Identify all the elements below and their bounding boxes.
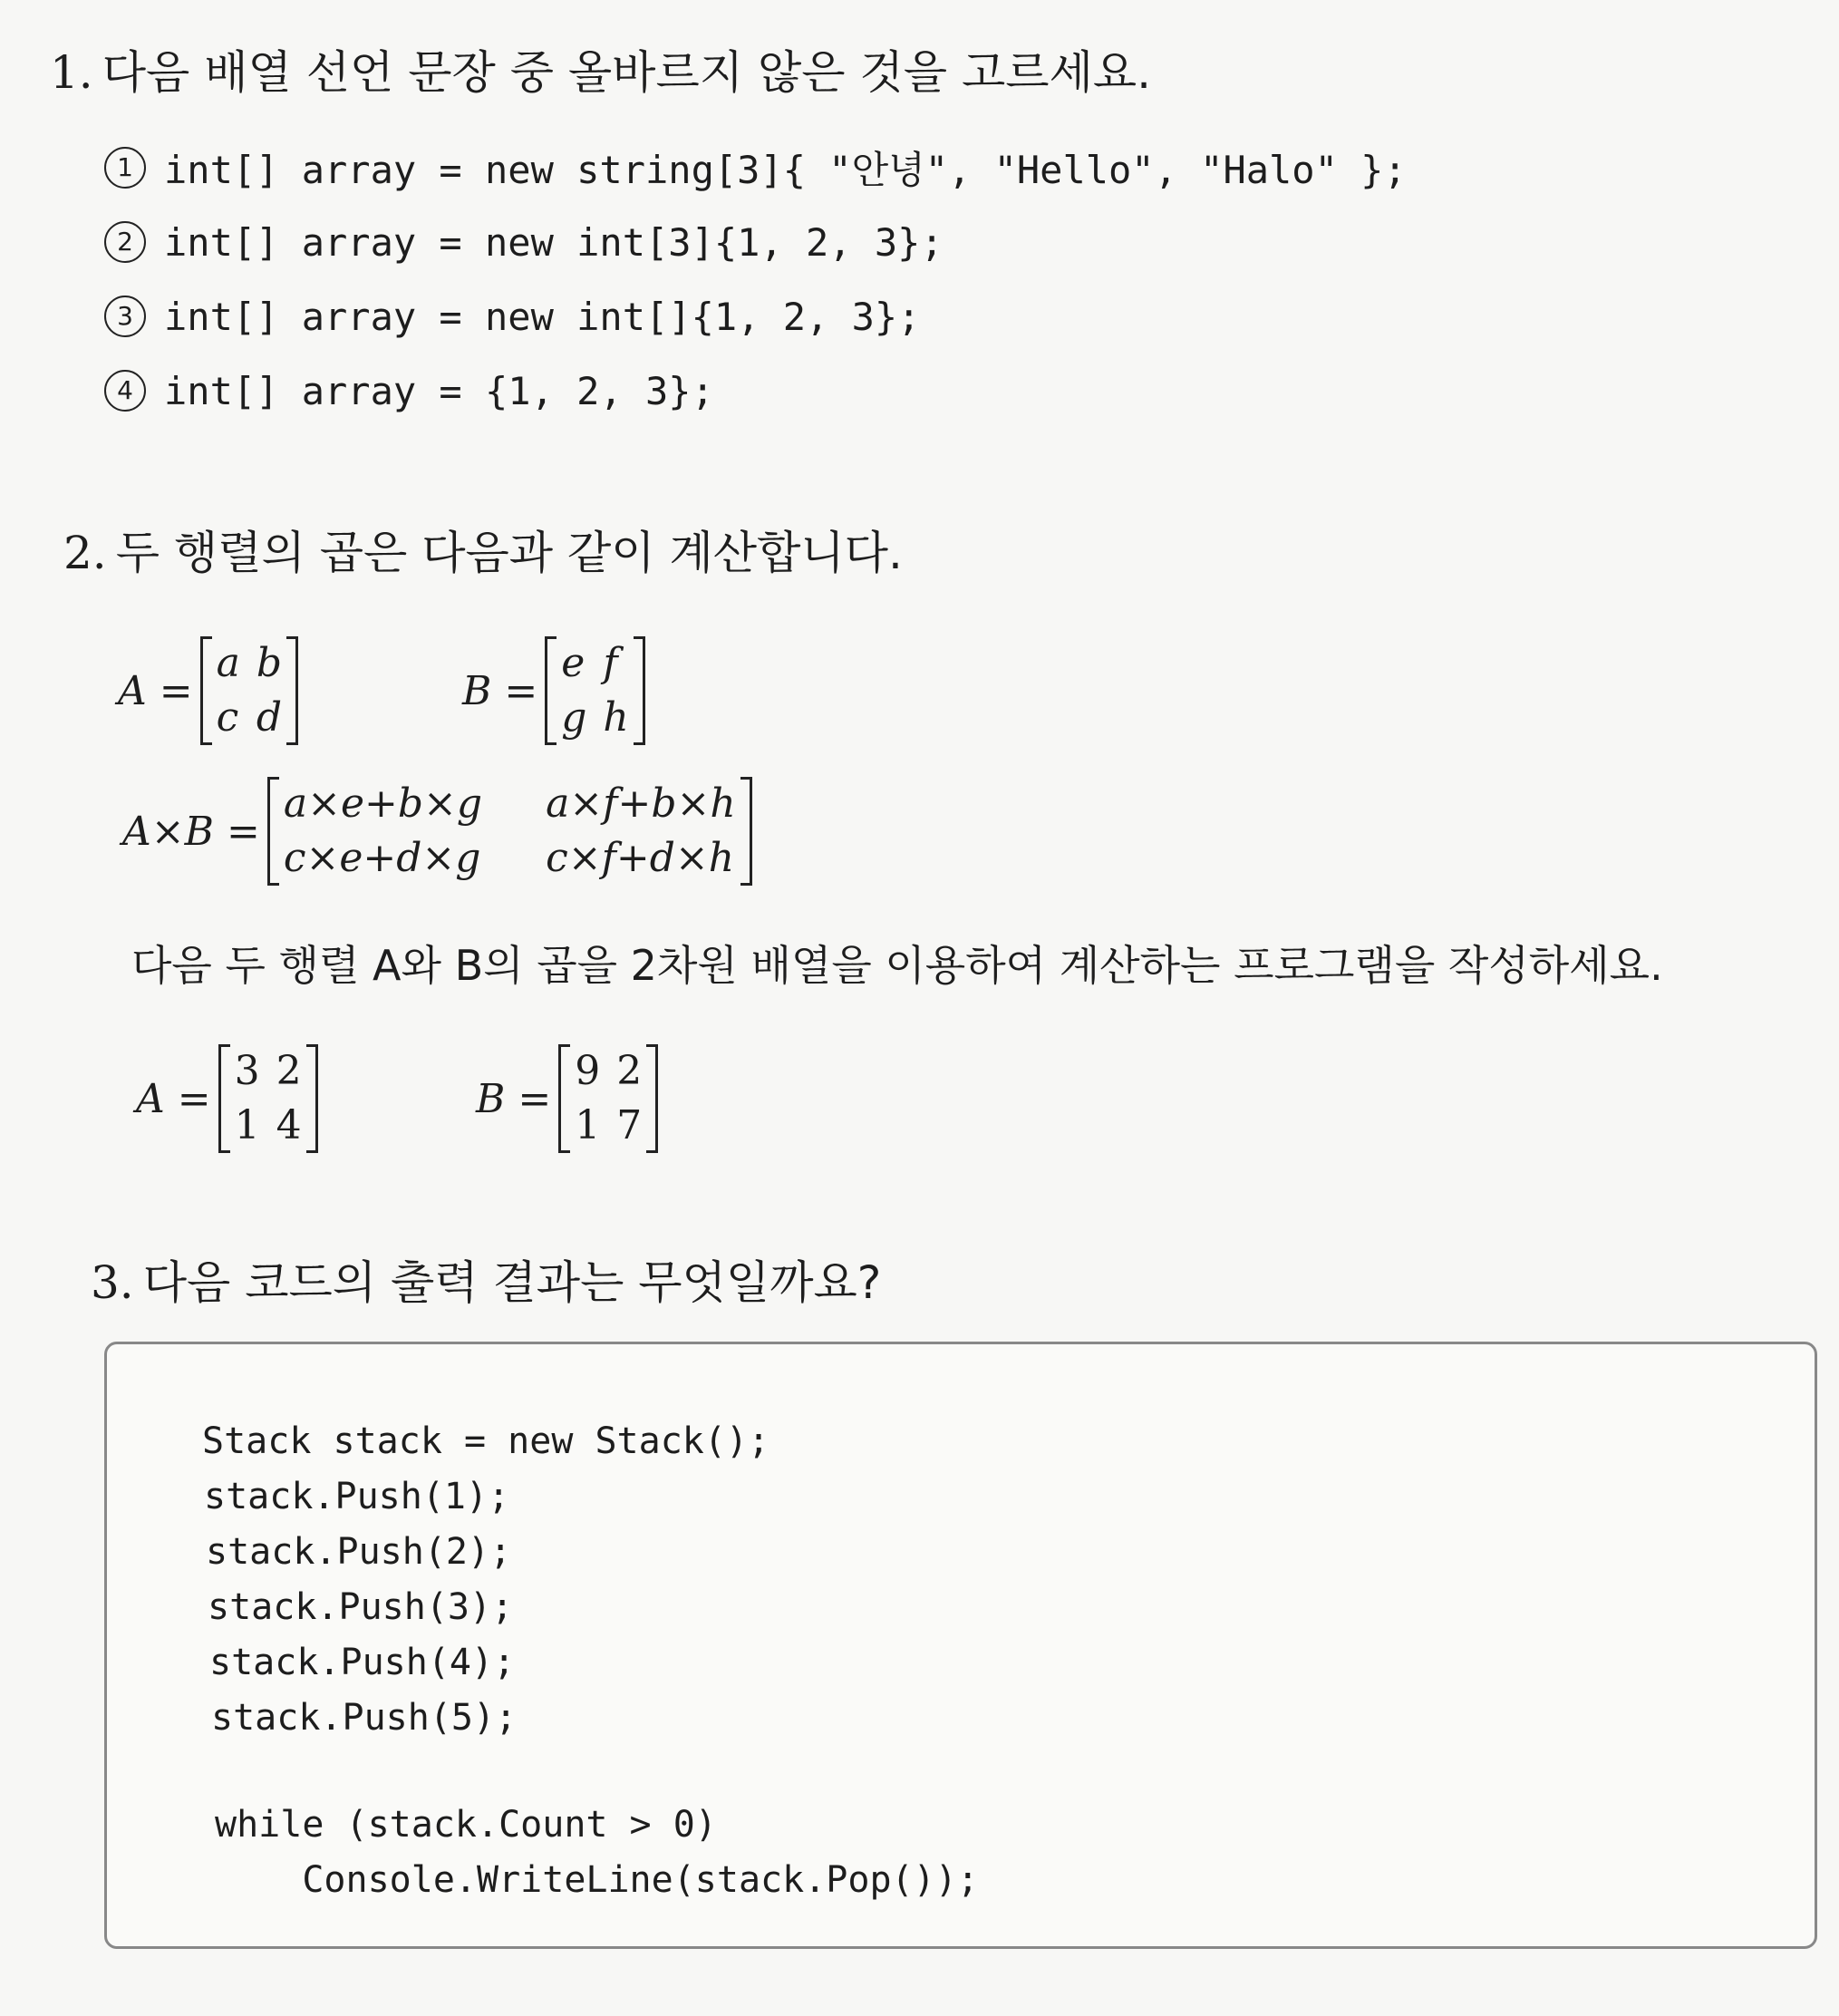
circled-number-3: 3 bbox=[104, 296, 146, 337]
example-matrix-b bbox=[476, 1042, 658, 1155]
matrix-cell: b bbox=[256, 640, 283, 686]
matrix-b-values bbox=[558, 1042, 658, 1155]
circled-number-1: 1 bbox=[104, 147, 146, 189]
example-matrix-a bbox=[136, 1042, 318, 1155]
matrix-cell: f bbox=[603, 640, 618, 686]
code-line: stack.Push(1); bbox=[204, 1476, 510, 1517]
question-2-instruction: 다음 두 행렬 A와 B의 곱을 2차원 배열을 이용하여 계산하는 프로그램을 작성하세요. bbox=[131, 941, 1663, 990]
matrix-cell: 2 bbox=[276, 1048, 302, 1094]
matrix-cell: a×e+b×g bbox=[283, 780, 483, 827]
matrix-cell: a×f+b×h bbox=[546, 780, 736, 827]
option-code: int[] array = new string[3]{ "안녕", "Hello", "Halo" }; bbox=[164, 148, 1407, 192]
matrix-cell: 1 bbox=[575, 1102, 601, 1149]
matrix-cell: d bbox=[256, 694, 283, 741]
matrix-cell: e bbox=[561, 640, 586, 686]
matrix-cell: 9 bbox=[575, 1048, 601, 1094]
matrix-label: A = bbox=[118, 667, 193, 714]
question-text: 다음 코드의 출력 결과는 무엇일까요? bbox=[142, 1256, 882, 1309]
question-number: 2. bbox=[63, 527, 107, 579]
option-code: int[] array = {1, 2, 3}; bbox=[164, 368, 714, 413]
matrix-cell: 2 bbox=[616, 1048, 643, 1094]
circled-number-4: 4 bbox=[104, 370, 146, 412]
matrix-a bbox=[200, 635, 298, 747]
code-line: Console.WriteLine(stack.Pop()); bbox=[215, 1859, 979, 1901]
question-3-title bbox=[91, 1255, 881, 1310]
matrix-b-definition bbox=[462, 635, 645, 747]
question-number: 3. bbox=[91, 1256, 134, 1309]
option-code: int[] array = new int[3]{1, 2, 3}; bbox=[164, 219, 944, 265]
matrix-cell: 1 bbox=[234, 1102, 260, 1149]
product-matrix bbox=[267, 775, 752, 887]
matrix-label: B = bbox=[476, 1075, 552, 1122]
question-text: 다음 배열 선언 문장 중 올바르지 않은 것을 고르세요. bbox=[102, 46, 1152, 99]
matrix-b bbox=[545, 635, 645, 747]
matrix-label: A×B = bbox=[122, 808, 260, 855]
question-2-title bbox=[63, 526, 903, 580]
matrix-cell: c bbox=[216, 694, 239, 741]
code-line: Stack stack = new Stack(); bbox=[202, 1420, 770, 1462]
matrix-cell: a bbox=[216, 640, 240, 686]
matrix-label: B = bbox=[462, 667, 538, 714]
code-line: stack.Push(4); bbox=[209, 1642, 516, 1683]
question-text: 두 행렬의 곱은 다음과 같이 계산합니다. bbox=[115, 527, 903, 579]
matrix-cell: 4 bbox=[276, 1102, 302, 1149]
circled-number-2: 2 bbox=[104, 221, 146, 263]
matrix-cell: 3 bbox=[234, 1048, 260, 1094]
matrix-cell: c×f+d×h bbox=[546, 835, 735, 881]
option-1 bbox=[104, 141, 1407, 195]
code-line: stack.Push(3); bbox=[208, 1586, 514, 1628]
option-code: int[] array = new int[]{1, 2, 3}; bbox=[164, 294, 921, 339]
matrix-label: A = bbox=[136, 1075, 211, 1122]
question-1-title bbox=[50, 45, 1151, 100]
question-number: 1. bbox=[50, 46, 93, 99]
matrix-a-values bbox=[218, 1042, 318, 1155]
code-line: stack.Push(2); bbox=[206, 1531, 512, 1573]
option-2 bbox=[104, 215, 944, 269]
matrix-cell: c×e+d×g bbox=[283, 835, 481, 881]
matrix-cell: 7 bbox=[616, 1102, 643, 1149]
code-block bbox=[104, 1342, 1817, 1949]
code-line: stack.Push(5); bbox=[211, 1697, 518, 1739]
matrix-a-definition bbox=[118, 635, 298, 747]
option-4 bbox=[104, 363, 714, 418]
matrix-product-formula bbox=[122, 775, 752, 887]
matrix-cell: g bbox=[561, 694, 587, 741]
matrix-cell: h bbox=[603, 694, 629, 741]
option-3 bbox=[104, 289, 920, 344]
code-line: while (stack.Count > 0) bbox=[215, 1804, 717, 1846]
